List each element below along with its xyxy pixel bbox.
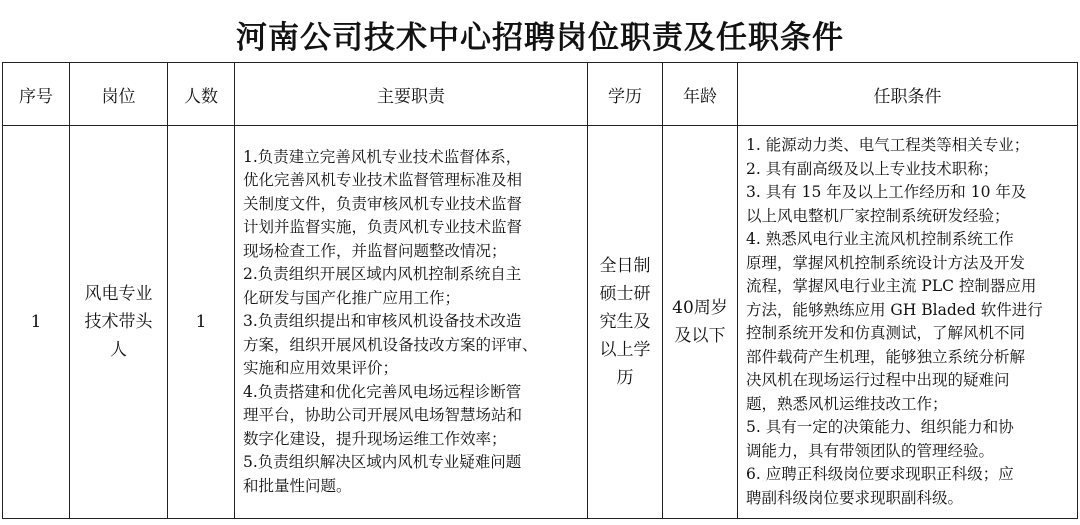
education-line: 硕士研 [599, 284, 651, 304]
header-age: 年龄 [663, 63, 738, 126]
position-line: 风电专业 [84, 284, 153, 304]
requirement-line: 以上风电整机厂家控制系统研发经验； [746, 206, 1010, 225]
duty-line: 方案，组织开展风机设备技改方案的评审、 [243, 335, 538, 354]
requirement-line: 方法，能够熟练应用 GH Bladed 软件进行 [746, 300, 1043, 319]
requirement-line: 原理，掌握风机控制系统设计方法及开发 [746, 253, 1026, 272]
requirement-line: 4. 熟悉风电行业主流风机控制系统工作 [746, 230, 1014, 248]
cell-requirements [738, 126, 1078, 519]
duty-line: 数字化建设，提升现场运维工作效率； [243, 429, 507, 448]
header-requirements: 任职条件 [738, 63, 1078, 126]
requirement-line: 聘副科级岗位要求现职副科级。 [746, 488, 964, 507]
requirement-line: 调能力，具有带领团队的管理经验。 [746, 441, 995, 460]
header-duties: 主要职责 [235, 63, 588, 126]
requirement-line: 5. 具有一定的决策能力、组织能力和协 [746, 418, 1014, 436]
header-count: 人数 [168, 63, 235, 126]
duty-line: 现场检查工作，并监督问题整改情况； [243, 241, 507, 260]
table-row [3, 126, 1078, 519]
header-education: 学历 [588, 63, 663, 126]
cell-position [70, 126, 168, 519]
position-line: 人 [110, 340, 127, 360]
duty-line: 5.负责组织解决区域内风机专业疑难问题 [243, 453, 522, 472]
cell-age [663, 126, 738, 519]
duty-line: 3.负责组织提出和审核风机设备技术改造 [243, 312, 522, 331]
education-line: 以上学 [599, 340, 651, 360]
duty-line: 4.负责搭建和优化完善风电场远程诊断管 [243, 382, 522, 401]
header-seq: 序号 [3, 63, 70, 126]
duty-line: 理平台，协助公司开展风电场智慧场站和 [243, 406, 523, 425]
education-line: 历 [616, 368, 634, 388]
header-row [3, 63, 1078, 126]
requirement-line: 决风机在现场运行过程中出现的疑难问 [746, 371, 1010, 389]
requirement-line: 3. 具有 15 年及以上工作经历和 10 年及 [746, 183, 1027, 201]
recruitment-table [2, 62, 1078, 519]
cell-seq: 1 [3, 126, 70, 519]
duty-line: 关制度文件，负责审核风机专业技术监督 [243, 194, 523, 213]
requirement-line: 6. 应聘正科级岗位要求现职正科级；应 [746, 465, 1014, 483]
duty-line: 和批量性问题。 [243, 476, 352, 495]
requirement-line: 控制系统开发和仿真测试，了解风机不同 [746, 324, 1026, 342]
requirement-line: 2. 具有副高级及以上专业技术职称； [746, 159, 999, 178]
duty-line: 优化完善风机专业技术监督管理标准及相 [243, 171, 523, 190]
requirement-line: 部件载荷产生机理，能够独立系统分析解 [746, 347, 1026, 366]
duty-line: 2.负责组织开展区域内风机控制系统自主 [243, 265, 522, 284]
cell-duties [235, 126, 588, 519]
education-line: 全日制 [599, 256, 651, 276]
page-title: 河南公司技术中心招聘岗位职责及任职条件 [236, 20, 844, 56]
duty-line: 化研发与国产化推广应用工作； [243, 288, 461, 307]
education-line: 究生及 [599, 312, 651, 332]
requirement-line: 1. 能源动力类、电气工程类等相关专业； [746, 136, 1030, 154]
cell-education [588, 126, 663, 519]
duty-line: 实施和应用效果评价； [243, 359, 399, 378]
position-line: 技术带头 [84, 312, 153, 332]
duty-line: 计划并监督实施，负责风机专业技术监督 [243, 218, 523, 237]
requirements-list [738, 132, 1077, 512]
requirement-line: 流程，掌握风电行业主流 PLC 控制器应用 [746, 277, 1037, 295]
requirement-line: 题，熟悉风机运维技改工作； [746, 394, 948, 413]
cell-count: 1 [168, 126, 235, 519]
duties-list [235, 144, 587, 501]
header-position: 岗位 [70, 63, 168, 126]
age-line: 及以下 [674, 326, 726, 346]
age-line: 40周岁 [672, 298, 728, 318]
duty-line: 1.负责建立完善风机专业技术监督体系， [243, 147, 522, 166]
